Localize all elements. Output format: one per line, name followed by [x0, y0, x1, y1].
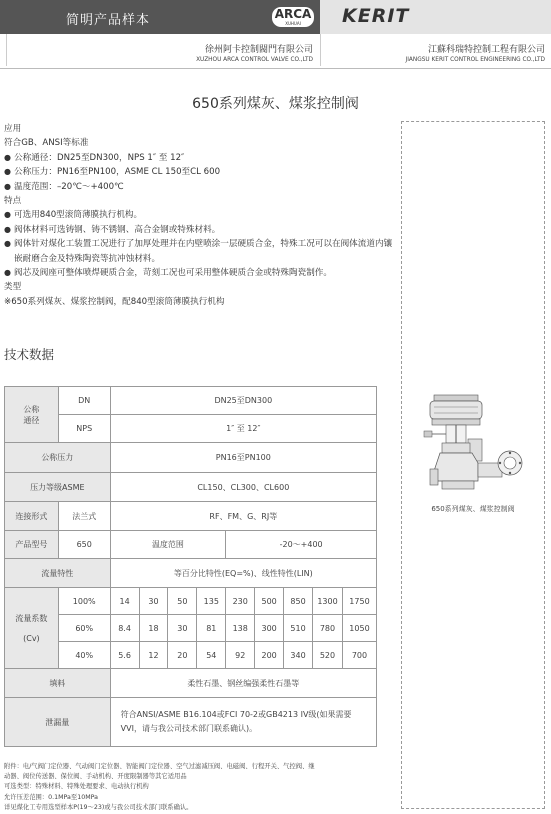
page-header [0, 0, 551, 34]
spec-bullet: ● 温度范围：–20℃～+400℃ [4, 180, 399, 194]
note-line: 允许压差范围：0.1MPa至10MPa [4, 793, 99, 801]
feature-bullet: ● 阀体材料可选铸钢、铸不锈钢、高合金钢或特殊材料。 [4, 223, 399, 237]
cv-cell: 700 [342, 642, 376, 669]
cv-cell: 300 [255, 615, 284, 642]
model-label: 产品型号 [5, 531, 59, 559]
header-title: 简明产品样本 [66, 13, 151, 28]
cv-cell: 81 [197, 615, 226, 642]
packing-value: 柔性石墨、钢丝编强柔性石墨等 [110, 669, 376, 698]
temp-value: -20～+400 [226, 531, 377, 559]
cv-cell: 30 [139, 588, 168, 615]
cv-cell: 50 [168, 588, 197, 615]
company-block-kerit [406, 42, 545, 63]
intro-section [4, 122, 399, 309]
dn-label: DN [58, 387, 110, 415]
divider [6, 34, 7, 66]
header-rule [0, 68, 551, 69]
cv-cell: 230 [226, 588, 255, 615]
company-name-en: JIANGSU KERIT CONTROL ENGINEERING CO.,LTD [405, 57, 545, 63]
connection-value: RF、FM、G、RJ等 [110, 502, 376, 531]
travel-label: 60% [58, 615, 110, 642]
nps-label: NPS [58, 415, 110, 443]
asme-value: CL150、CL300、CL600 [110, 473, 376, 502]
cv-cell: 30 [168, 615, 197, 642]
leakage-value: 符合ANSI/ASME B16.104或FCI 70-2或GB4213 IV级(如果需要VVI，请与我公司技术部门联系确认)。 [110, 698, 376, 747]
connection-label: 连接形式 [5, 502, 59, 531]
model-value: 650 [58, 531, 110, 559]
leakage-label: 泄漏量 [5, 698, 111, 747]
company-name-en: XUZHOU ARCA CONTROL VALVE CO.,LTD [196, 57, 313, 63]
spec-table [4, 386, 377, 747]
cv-cell: 510 [284, 615, 313, 642]
feature-bullet: ● 阀体针对煤化工装置工况进行了加厚处理并在内壁喷涂一层硬质合金，特殊工况可以在阀体流道内镶嵌耐磨合金及特殊陶瓷等抗冲蚀材料。 [4, 237, 399, 266]
spec-bullet: ● 公称压力：PN16至PN100，ASME CL 150至CL 600 [4, 165, 399, 179]
note-line: 附件：电/气阀门定位器、气动阀门定位器、智能阀门定位器、空气过滤减压阀、电磁阀、行程开关、气控阀、继 [4, 763, 315, 770]
type-heading: 类型 [4, 282, 22, 293]
note-line: 动器、阀位传送器、保位阀、手动机构、开度限制器等其它适用品 [4, 773, 187, 781]
cv-cell: 5.6 [110, 642, 139, 669]
arca-logo [272, 7, 314, 27]
document-title: 650系列煤灰、煤浆控制阀 [192, 96, 359, 112]
cv-cell: 135 [197, 588, 226, 615]
temp-label: 温度范围 [110, 531, 226, 559]
tech-data-title: 技术数据 [4, 347, 55, 362]
cv-cell: 54 [197, 642, 226, 669]
dn-value: DN25至DN300 [110, 387, 376, 415]
type-text: ※650系列煤灰、煤浆控制阀，配840型滚筒薄膜执行机构 [4, 296, 225, 307]
cv-cell: 340 [284, 642, 313, 669]
packing-label: 填料 [5, 669, 111, 698]
flow-char-label: 流量特性 [5, 559, 111, 588]
travel-label: 100% [58, 588, 110, 615]
cv-cell: 8.4 [110, 615, 139, 642]
asme-label: 压力等级ASME [5, 473, 111, 502]
header-banner-left [0, 0, 320, 34]
cv-cell: 18 [139, 615, 168, 642]
nps-value: 1″ 至 12″ [110, 415, 376, 443]
valve-illustration [412, 385, 532, 495]
cv-cell: 1750 [342, 588, 376, 615]
valve-caption: 650系列煤灰、煤浆控制阀 [431, 505, 515, 513]
travel-label: 40% [58, 642, 110, 669]
cv-cell: 1300 [313, 588, 343, 615]
arca-logo-subtext: XUHUAI [285, 21, 301, 26]
cv-cell: 1050 [342, 615, 376, 642]
features-heading: 特点 [4, 196, 22, 207]
kerit-logo: KERIT [342, 5, 410, 27]
pressure-label: 公称压力 [5, 443, 111, 473]
cv-label: 流量系数 [15, 614, 48, 623]
cv-cell: 20 [168, 642, 197, 669]
header-banner-right [320, 0, 551, 34]
cv-unit: (Cv) [23, 634, 40, 643]
cv-cell: 12 [139, 642, 168, 669]
pressure-value: PN16至PN100 [110, 443, 376, 473]
cv-cell: 850 [284, 588, 313, 615]
cv-label-cell [5, 588, 59, 669]
cv-cell: 138 [226, 615, 255, 642]
divider [320, 34, 321, 66]
note-line: 可选类型：特殊材料、特殊处理要求、电动执行机构 [4, 783, 149, 791]
feature-bullet: ● 可选用840型滚筒薄膜执行机构。 [4, 208, 399, 222]
company-name-cn: 徐州阿卡控制閥門有限公司 [204, 45, 313, 55]
flow-char-value: 等百分比特性(EQ=%)、线性特性(LIN) [110, 559, 376, 588]
feature-bullet: ● 阀芯及阀座可整体喷焊硬质合金，苛刻工况也可采用整体硬质合金或特殊陶瓷制作。 [4, 266, 399, 280]
cv-cell: 500 [255, 588, 284, 615]
flange-label: 法兰式 [58, 502, 110, 531]
company-block-arca [196, 42, 313, 63]
note-line: 详见煤化工专用选型样本P(19～23)或与我公司技术部门联系确认。 [4, 803, 193, 811]
cv-cell: 520 [313, 642, 343, 669]
cv-cell: 92 [226, 642, 255, 669]
spec-bullet: ● 公称通径：DN25至DN300，NPS 1″ 至 12″ [4, 151, 399, 165]
notes-section [4, 762, 384, 813]
cv-cell: 14 [110, 588, 139, 615]
standard-text: 符合GB、ANSI等标准 [4, 138, 89, 149]
cv-cell: 780 [313, 615, 343, 642]
company-name-cn: 江蘇科瑞特控制工程有限公司 [427, 45, 545, 55]
nominal-size-label: 公称 通径 [5, 387, 59, 443]
application-heading: 应用 [4, 124, 22, 134]
cv-cell: 200 [255, 642, 284, 669]
arca-logo-text: ARCA [274, 7, 312, 21]
